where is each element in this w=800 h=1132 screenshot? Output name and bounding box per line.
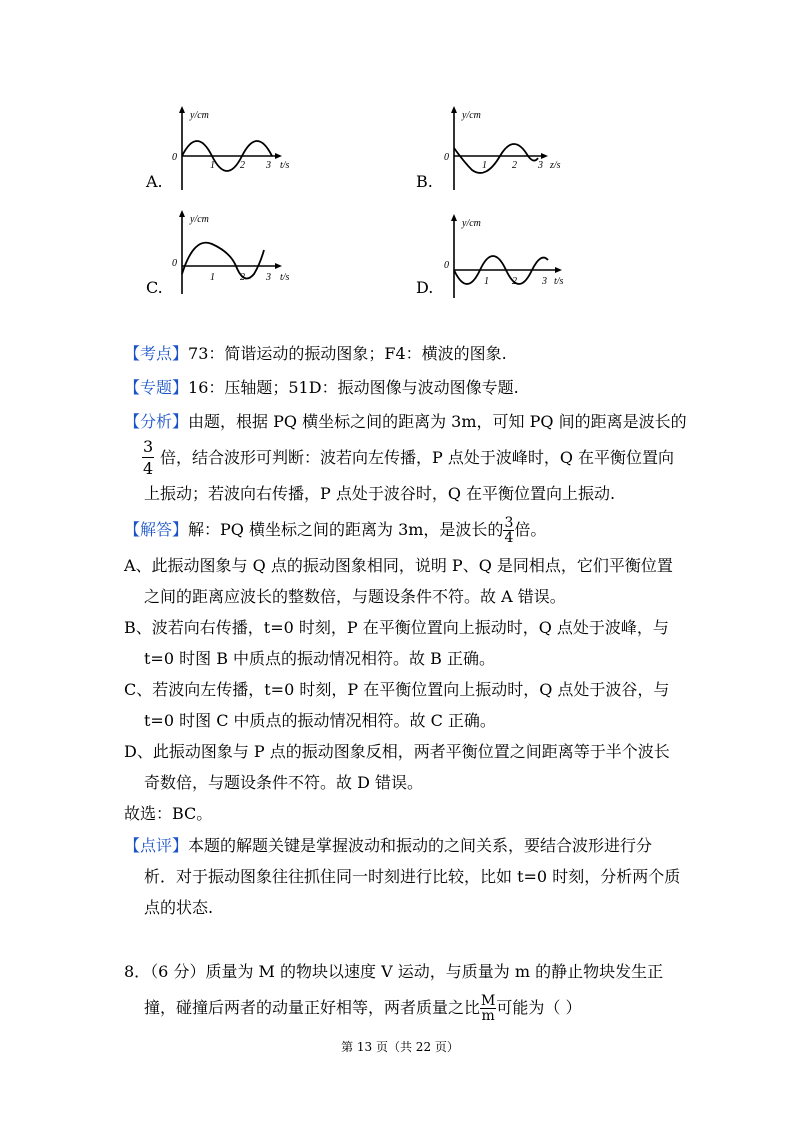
graph-c-tick-3: 3 bbox=[266, 272, 271, 283]
graph-a-tick-3: 3 bbox=[266, 160, 271, 171]
answer-choice: 故选：BC。 bbox=[124, 804, 213, 823]
graph-c-t-label: t/s bbox=[280, 272, 290, 283]
answer-c-line-1: C、若波向左传播，t=0 时刻，P 在平衡位置向上振动时，Q 点处于波谷，与 bbox=[124, 680, 670, 699]
jieda-frac-den: 4 bbox=[504, 530, 514, 546]
fenxi-frac-den: 4 bbox=[143, 459, 154, 478]
graph-b-tick-3: 3 bbox=[538, 160, 543, 171]
graph-d bbox=[440, 212, 580, 306]
kaodian-text: 73：简谐运动的振动图象；F4：横波的图象. bbox=[188, 344, 507, 363]
question8-frac-num: M bbox=[481, 993, 496, 1009]
jieda-frac-num: 3 bbox=[504, 515, 514, 531]
fenxi-tag: 【分析】 bbox=[124, 412, 189, 431]
jieda-line bbox=[124, 516, 546, 545]
question8-fraction bbox=[480, 994, 496, 1023]
question8-line-1: 8．（6 分）质量为 M 的物块以速度 V 运动，与质量为 m 的静止物块发生正 bbox=[124, 962, 664, 981]
graph-b-y-label: y/cm bbox=[462, 110, 481, 121]
question8-text: 撞，碰撞后两者的动量正好相等，两者质量之比 bbox=[144, 998, 481, 1017]
question8-tail: 可能为（ ） bbox=[496, 998, 582, 1017]
fenxi-fraction bbox=[142, 437, 154, 478]
graph-c-tick-1: 1 bbox=[210, 272, 215, 283]
jieda-tag: 【解答】 bbox=[124, 520, 189, 539]
kaodian-line bbox=[124, 344, 507, 364]
answer-d-line-2: 奇数倍，与题设条件不符。故 D 错误。 bbox=[144, 773, 424, 792]
dianping-line-3: 点的状态. bbox=[144, 898, 214, 917]
zhuanti-line bbox=[124, 378, 519, 398]
graph-c-origin: 0 bbox=[172, 258, 177, 269]
graph-d-tick-3: 3 bbox=[542, 276, 547, 287]
graph-d-tick-1: 1 bbox=[484, 276, 489, 287]
jieda-fraction bbox=[503, 516, 514, 545]
graph-a-y-label: y/cm bbox=[190, 110, 209, 121]
graph-c-y-label: y/cm bbox=[190, 214, 209, 225]
option-a-label: A. bbox=[146, 172, 163, 191]
graph-d-y-label: y/cm bbox=[462, 218, 481, 229]
graph-c bbox=[168, 208, 298, 302]
dianping-line-2: 析．对于振动图象往往抓住同一时刻进行比较，比如 t=0 时刻，分析两个质 bbox=[144, 867, 681, 886]
option-b-label: B. bbox=[416, 172, 433, 191]
graph-c-tick-2: 2 bbox=[240, 272, 245, 283]
graph-a-tick-1: 1 bbox=[210, 160, 215, 171]
question8-frac-den: m bbox=[481, 1008, 495, 1024]
fenxi-line-2: 倍，结合波形可判断：波若向左传播，P 点处于波峰时，Q 在平衡位置向 bbox=[160, 448, 675, 467]
page-footer: 第 13 页（共 22 页） bbox=[341, 1040, 459, 1054]
graph-b-origin: 0 bbox=[444, 152, 449, 163]
graph-d-tick-2: 2 bbox=[512, 276, 517, 287]
option-c-label: C. bbox=[146, 278, 163, 297]
option-d-label: D. bbox=[416, 278, 434, 297]
dianping-tag: 【点评】 bbox=[124, 836, 189, 855]
graph-a-origin: 0 bbox=[172, 152, 177, 163]
graph-a-tick-2: 2 bbox=[240, 160, 245, 171]
fenxi-line-3: 上振动；若波向右传播，P 点处于波谷时，Q 在平衡位置向上振动. bbox=[144, 484, 616, 503]
zhuanti-text: 16：压轴题；51D：振动图像与波动图像专题. bbox=[188, 378, 519, 397]
question8-line-2 bbox=[144, 994, 581, 1023]
dianping-text-1: 本题的解题关键是掌握波动和振动的之间关系，要结合波形进行分 bbox=[188, 836, 653, 855]
jieda-tail: 倍。 bbox=[514, 520, 547, 539]
graph-d-t-label: t/s bbox=[554, 276, 564, 287]
answer-a-line-1: A、此振动图象与 Q 点的振动图象相同，说明 P、Q 是同相点，它们平衡位置 bbox=[124, 556, 673, 575]
graph-a-t-label: t/s bbox=[280, 160, 290, 171]
zhuanti-tag: 【专题】 bbox=[124, 378, 189, 397]
fenxi-line-1 bbox=[124, 412, 687, 432]
graph-b-tick-2: 2 bbox=[512, 160, 517, 171]
graph-b bbox=[440, 104, 570, 198]
answer-c-line-2: t=0 时图 C 中质点的振动情况相符。故 C 正确。 bbox=[144, 711, 496, 730]
answer-d-line-1: D、此振动图象与 P 点的振动图象反相，两者平衡位置之间距离等于半个波长 bbox=[124, 742, 670, 761]
answer-a-line-2: 之间的距离应波长的整数倍，与题设条件不符。故 A 错误。 bbox=[144, 587, 566, 606]
graph-d-origin: 0 bbox=[444, 260, 449, 271]
answer-b-line-1: B、波若向右传播，t=0 时刻，P 在平衡位置向上振动时，Q 点处于波峰，与 bbox=[124, 618, 669, 637]
jieda-text: 解：PQ 横坐标之间的距离为 3m，是波长的 bbox=[188, 520, 504, 539]
graph-b-z-label: z/s bbox=[550, 160, 561, 171]
answer-b-line-2: t=0 时图 B 中质点的振动情况相符。故 B 正确。 bbox=[144, 649, 495, 668]
dianping-line-1 bbox=[124, 836, 652, 856]
kaodian-tag: 【考点】 bbox=[124, 344, 189, 363]
fenxi-frac-num: 3 bbox=[143, 437, 154, 456]
fenxi-text-1: 由题，根据 PQ 横坐标之间的距离为 3m，可知 PQ 间的距离是波长的 bbox=[188, 412, 687, 431]
graph-b-tick-1: 1 bbox=[482, 160, 487, 171]
graph-a bbox=[168, 104, 298, 198]
